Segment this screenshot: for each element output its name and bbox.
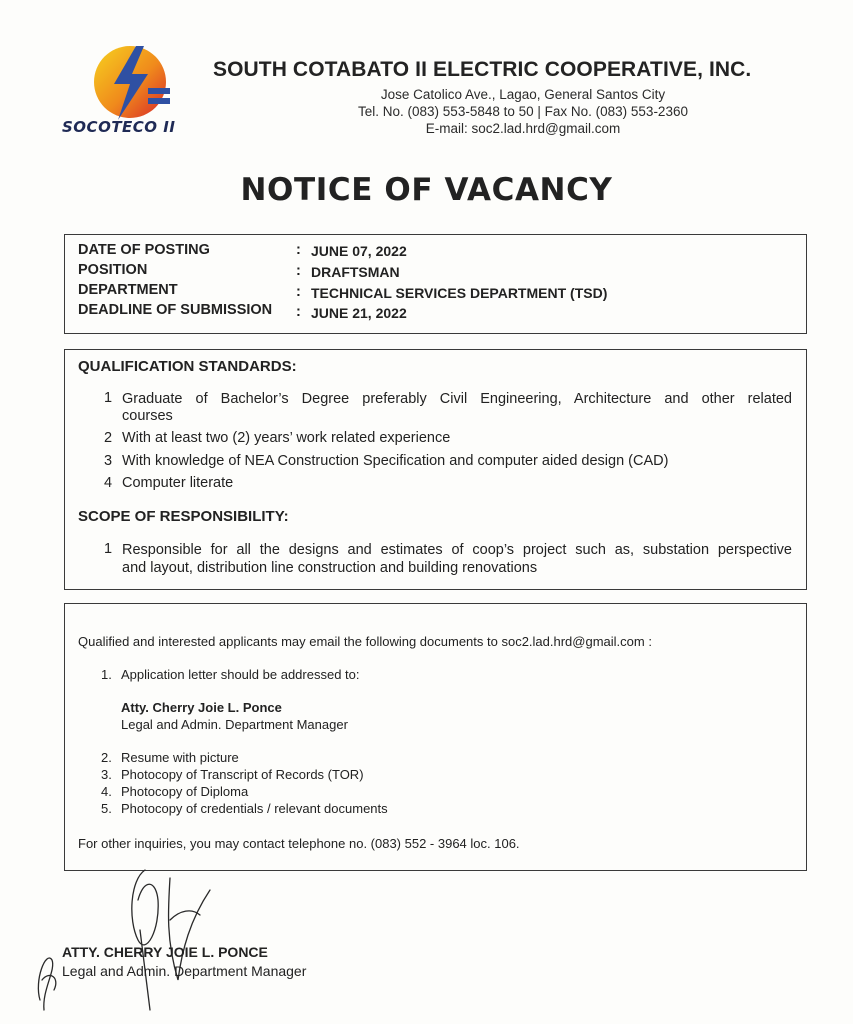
scope-item-1-line1: Responsible for all the designs and estimates of coop’s project such as, substation perspective xyxy=(122,542,792,558)
application-intro: Qualified and interested applicants may email the following documents to soc2.lad.hrd@gmail.com : xyxy=(78,634,652,649)
address: Jose Catolico Ave., Lagao, General Santos City xyxy=(380,87,666,102)
colon: : xyxy=(296,284,301,300)
list-number: 1 xyxy=(104,390,113,406)
application-letter-item: Application letter should be addressed to: xyxy=(121,667,360,682)
organization-name: SOUTH COTABATO II ELECTRIC COOPERATIVE, INC. xyxy=(213,58,752,81)
email: E-mail: soc2.lad.hrd@gmail.com xyxy=(425,121,621,136)
scope-of-responsibility-heading: SCOPE OF RESPONSIBILITY: xyxy=(78,508,289,525)
qualification-item-1-line1: Graduate of Bachelor’s Degree preferably Civil Engineering, Architecture and other related xyxy=(122,391,792,407)
list-number: 3. xyxy=(101,767,112,782)
qualification-item-2: With at least two (2) years’ work related experience xyxy=(122,430,451,446)
position-label: POSITION xyxy=(78,262,148,278)
qualification-item-3: With knowledge of NEA Construction Specification and computer aided design (CAD) xyxy=(122,453,669,469)
colon: : xyxy=(296,304,301,320)
deadline-label: DEADLINE OF SUBMISSION xyxy=(78,302,273,318)
inquiries-note: For other inquiries, you may contact telephone no. (083) 552 - 3964 loc. 106. xyxy=(78,836,520,851)
qualification-item-4: Computer literate xyxy=(122,475,234,491)
handwritten-signature xyxy=(20,860,220,1020)
date-of-posting-label: DATE OF POSTING xyxy=(78,242,210,258)
colon: : xyxy=(296,242,301,258)
deadline-value: JUNE 21, 2022 xyxy=(311,305,407,321)
list-number: 1. xyxy=(101,667,112,682)
addressee-name: Atty. Cherry Joie L. Ponce xyxy=(121,700,282,715)
page-title: NOTICE OF VACANCY xyxy=(240,172,613,208)
scope-item-1-line2: and layout, distribution line construction and building renovations xyxy=(122,560,538,576)
document-item: Resume with picture xyxy=(121,750,239,765)
list-number: 2 xyxy=(104,430,113,446)
qualification-item-1-line2: courses xyxy=(122,408,173,424)
document-item: Photocopy of Transcript of Records (TOR) xyxy=(121,767,364,782)
list-number: 4 xyxy=(104,475,113,491)
phone-fax: Tel. No. (083) 553-5848 to 50 | Fax No. (083) 553-2360 xyxy=(358,104,688,119)
list-number: 5. xyxy=(101,801,112,816)
list-number: 2. xyxy=(101,750,112,765)
list-number: 3 xyxy=(104,453,113,469)
department-value: TECHNICAL SERVICES DEPARTMENT (TSD) xyxy=(311,285,608,301)
qualification-standards-heading: QUALIFICATION STANDARDS: xyxy=(78,358,297,375)
colon: : xyxy=(296,263,301,279)
addressee-title: Legal and Admin. Department Manager xyxy=(121,717,348,732)
list-number: 4. xyxy=(101,784,112,799)
date-of-posting-value: JUNE 07, 2022 xyxy=(311,243,407,259)
list-number: 1 xyxy=(104,541,113,557)
document-item: Photocopy of credentials / relevant documents xyxy=(121,801,388,816)
signatory-name: ATTY. CHERRY JOIE L. PONCE xyxy=(62,944,268,960)
department-label: DEPARTMENT xyxy=(78,282,178,298)
signatory-title: Legal and Admin. Department Manager xyxy=(62,963,307,979)
position-value: DRAFTSMAN xyxy=(311,264,400,280)
logo-text: SOCOTECO II xyxy=(62,118,176,136)
document-item: Photocopy of Diploma xyxy=(121,784,249,799)
